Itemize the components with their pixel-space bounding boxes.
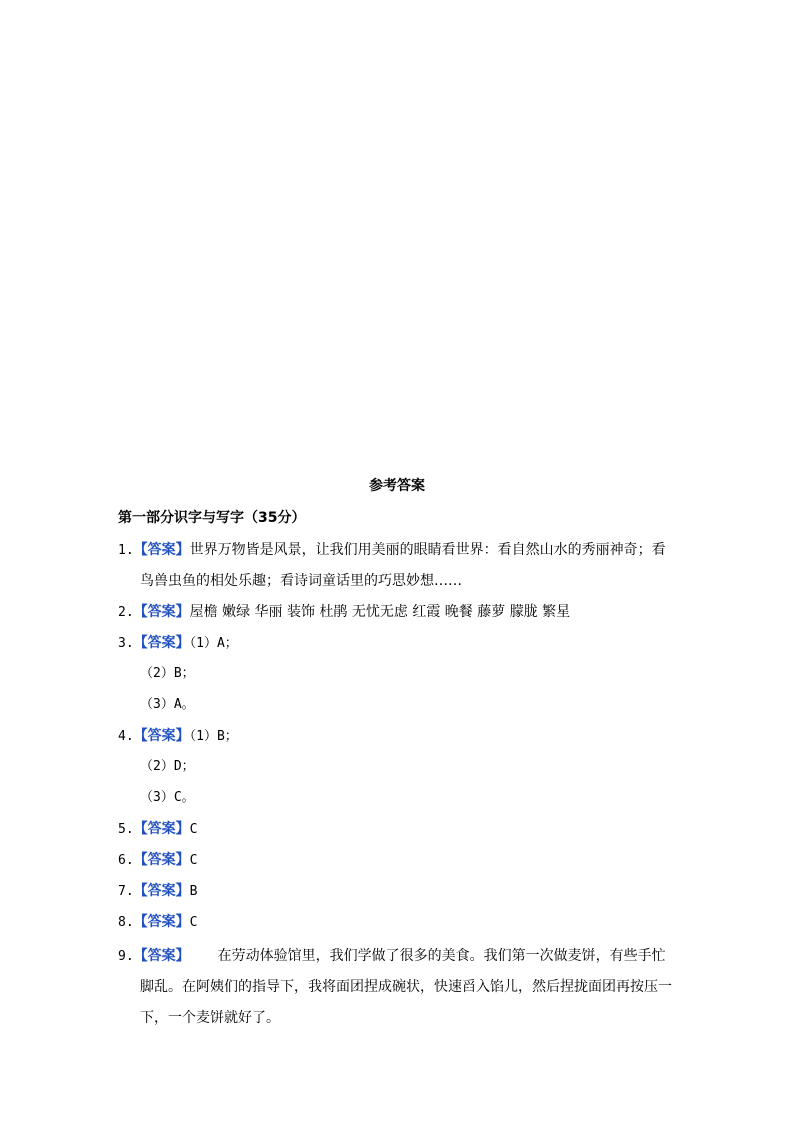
question-number: 3.: [118, 636, 134, 651]
question-number: 7.: [118, 884, 134, 899]
answer-text: 在劳动体验馆里，我们学做了很多的美食。我们第一次做麦饼，有些手忙: [217, 948, 666, 964]
answer-tag: 【答案】: [133, 728, 190, 744]
answer-text: 屋檐 嫩绿 华丽 装饰 杜鹃 无忧无虑 红霞 晚餐 藤萝 朦胧 繁星: [189, 604, 571, 620]
answer-tag: 【答案】: [133, 542, 190, 558]
answer-9-continued-1: 脚乱。在阿姨们的指导下，我将面团捏成碗状，快速舀入馅儿，然后捏拢面团再按压一: [140, 979, 672, 995]
question-number: 1.: [118, 543, 134, 558]
answer-3-sub-2: （2）B；: [140, 666, 195, 681]
answer-text: 世界万物皆是风景，让我们用美丽的眼睛看世界：看自然山水的秀丽神奇；看: [189, 542, 666, 558]
answer-9-continued-2: 下，一个麦饼就好了。: [140, 1010, 280, 1026]
question-number: 9.: [118, 949, 134, 964]
answer-5: [118, 819, 197, 840]
answer-tag: 【答案】: [133, 914, 190, 930]
answer-text: B: [189, 884, 198, 899]
answer-2: [118, 602, 570, 623]
answer-tag: 【答案】: [133, 635, 190, 651]
answer-4-sub-2: （2）D；: [140, 759, 195, 774]
answer-sub-1: （1）A；: [189, 636, 238, 651]
answer-text: C: [189, 822, 198, 837]
answer-sub-1: （1）B；: [189, 729, 238, 744]
answer-8: [118, 912, 197, 933]
page-title: 参考答案: [369, 478, 425, 494]
question-number: 5.: [118, 822, 134, 837]
answer-tag: 【答案】: [133, 604, 190, 620]
answer-6: [118, 850, 197, 871]
answer-4: [118, 726, 238, 747]
question-number: 4.: [118, 729, 134, 744]
answer-3: [118, 633, 238, 654]
answer-3-sub-3: （3）A。: [140, 697, 195, 712]
answer-9: [118, 946, 666, 967]
section-heading: 第一部分识字与写字（35分）: [118, 510, 306, 526]
answer-tag: 【答案】: [133, 948, 190, 964]
question-number: 2.: [118, 605, 134, 620]
answer-text: C: [189, 853, 198, 868]
answer-tag: 【答案】: [133, 821, 190, 837]
answer-tag: 【答案】: [133, 852, 190, 868]
answer-tag: 【答案】: [133, 883, 190, 899]
question-number: 8.: [118, 915, 134, 930]
answer-text: C: [189, 915, 198, 930]
answer-1: [118, 540, 666, 561]
answer-1-continued: 鸟兽虫鱼的相处乐趣；看诗词童话里的巧思妙想……: [140, 573, 462, 589]
answer-7: [118, 881, 197, 902]
question-number: 6.: [118, 853, 134, 868]
answer-4-sub-3: （3）C。: [140, 790, 195, 805]
